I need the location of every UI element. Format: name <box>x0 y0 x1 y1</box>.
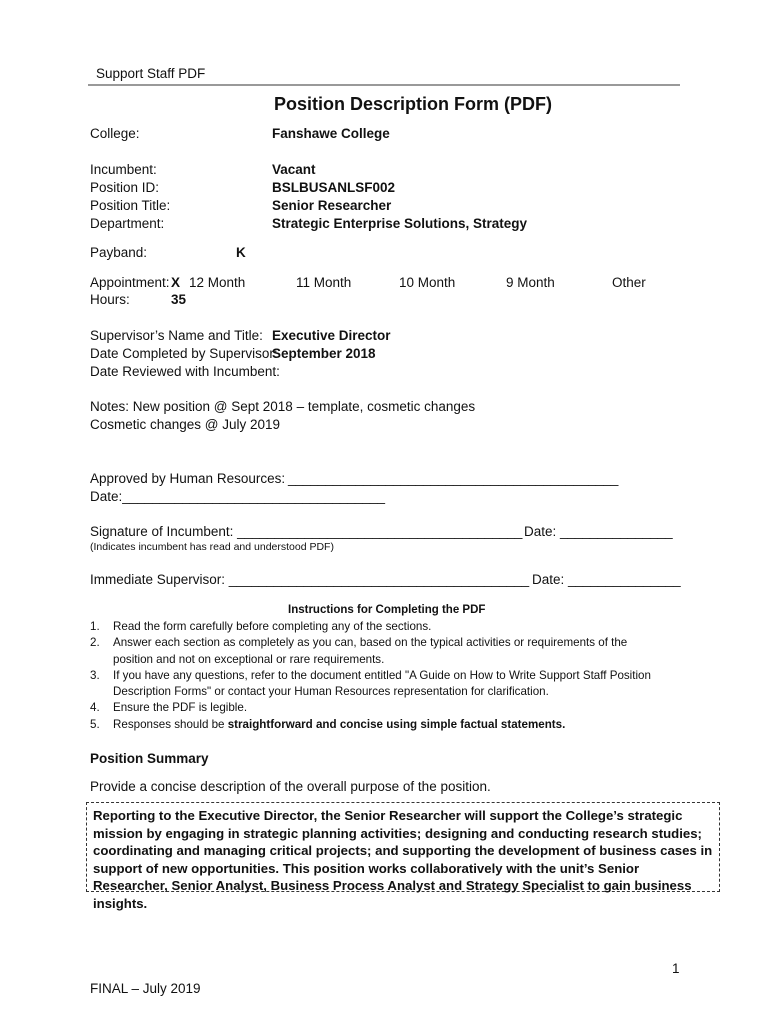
instructions-list <box>90 619 670 733</box>
department-label: Department: <box>90 216 165 231</box>
appointment-option-11-month: 11 Month <box>296 275 352 290</box>
hr-approval-label: Approved by Human Resources: <box>90 471 286 486</box>
incumbent-signature-note: (Indicates incumbent has read and understood PDF) <box>90 541 334 553</box>
position-id-label: Position ID: <box>90 180 160 195</box>
appointment-selected-mark: X <box>171 275 181 290</box>
appointment-label: Appointment: <box>90 275 170 290</box>
date-completed-label: Date Completed by Supervisor: <box>90 346 278 361</box>
department-value: Strategic Enterprise Solutions, Strategy <box>272 216 528 231</box>
running-header: Support Staff PDF <box>96 66 206 81</box>
appointment-option-other: Other <box>612 275 646 290</box>
payband-label: Payband: <box>90 245 148 260</box>
payband-value: K <box>236 245 246 260</box>
position-summary-prompt: Provide a concise description of the overall purpose of the position. <box>90 779 491 794</box>
incumbent-label: Incumbent: <box>90 162 157 177</box>
header-rule <box>88 84 680 86</box>
incumbent-value: Vacant <box>272 162 316 177</box>
list-item: 4. Ensure the PDF is legible. <box>90 701 248 715</box>
supervisor-name-label: Supervisor’s Name and Title: <box>90 328 263 343</box>
notes-line-1: Notes: New position @ Sept 2018 – template, cosmetic changes <box>90 399 476 414</box>
position-title-label: Position Title: <box>90 198 171 213</box>
incumbent-date-line: Date: _______________ <box>524 524 673 539</box>
college-label: College: <box>90 126 140 141</box>
supervisor-name-value: Executive Director <box>272 328 391 343</box>
date-completed-value: September 2018 <box>272 346 376 361</box>
hours-label: Hours: <box>90 292 130 307</box>
appointment-option-10-month: 10 Month <box>399 275 456 290</box>
hours-value: 35 <box>171 292 187 307</box>
date-reviewed-label: Date Reviewed with Incumbent: <box>90 364 280 379</box>
supervisor-signature-line: Immediate Supervisor: ________________________________________ <box>90 572 530 587</box>
footer-version: FINAL – July 2019 <box>90 981 201 996</box>
hr-approval-line: ____________________________________________ <box>288 471 619 486</box>
position-summary-text: Reporting to the Executive Director, the Senior Researcher will support the College’s strategic mission by engaging in strategic planning activities; designing and conducting research studies; coordinating and managing critical projects; and supporting the development of business cases in support of new opportunities. This position works collaboratively with the unit’s Senior Researcher, Senior Analyst, Business Process Analyst and Strategy Specialist to gain business insights. <box>86 802 720 892</box>
position-id-value: BSLBUSANLSF002 <box>272 180 396 195</box>
hr-date-line: Date:___________________________________ <box>90 489 386 504</box>
position-summary-heading: Position Summary <box>90 751 209 766</box>
notes-line-2: Cosmetic changes @ July 2019 <box>90 417 281 432</box>
instructions-title: Instructions for Completing the PDF <box>288 604 486 616</box>
form-title: Position Description Form (PDF) <box>274 94 553 114</box>
list-item: 1. Read the form carefully before completing any of the sections. <box>90 620 432 633</box>
appointment-option-12-month: 12 Month <box>189 275 246 290</box>
college-value: Fanshawe College <box>272 126 390 141</box>
page-number: 1 <box>672 961 680 976</box>
incumbent-signature-line: Signature of Incumbent: ______________________________________ <box>90 524 523 539</box>
supervisor-date-line: Date: _______________ <box>532 572 681 587</box>
list-item: 5. Responses should be straightforward and concise using simple factual statements. <box>90 717 566 731</box>
list-item: 3. If you have any questions, refer to the document entitled "A Guide on How to Write Support Staff Position Description Forms" or contact your Human Resources representation for clarification. <box>90 668 651 699</box>
position-title-value: Senior Researcher <box>272 198 392 213</box>
appointment-option-9-month: 9 Month <box>506 275 555 290</box>
list-item: 2. Answer each section as completely as you can, based on the typical activities or requirements of the position and not on exceptional or rare requirements. <box>90 636 628 666</box>
